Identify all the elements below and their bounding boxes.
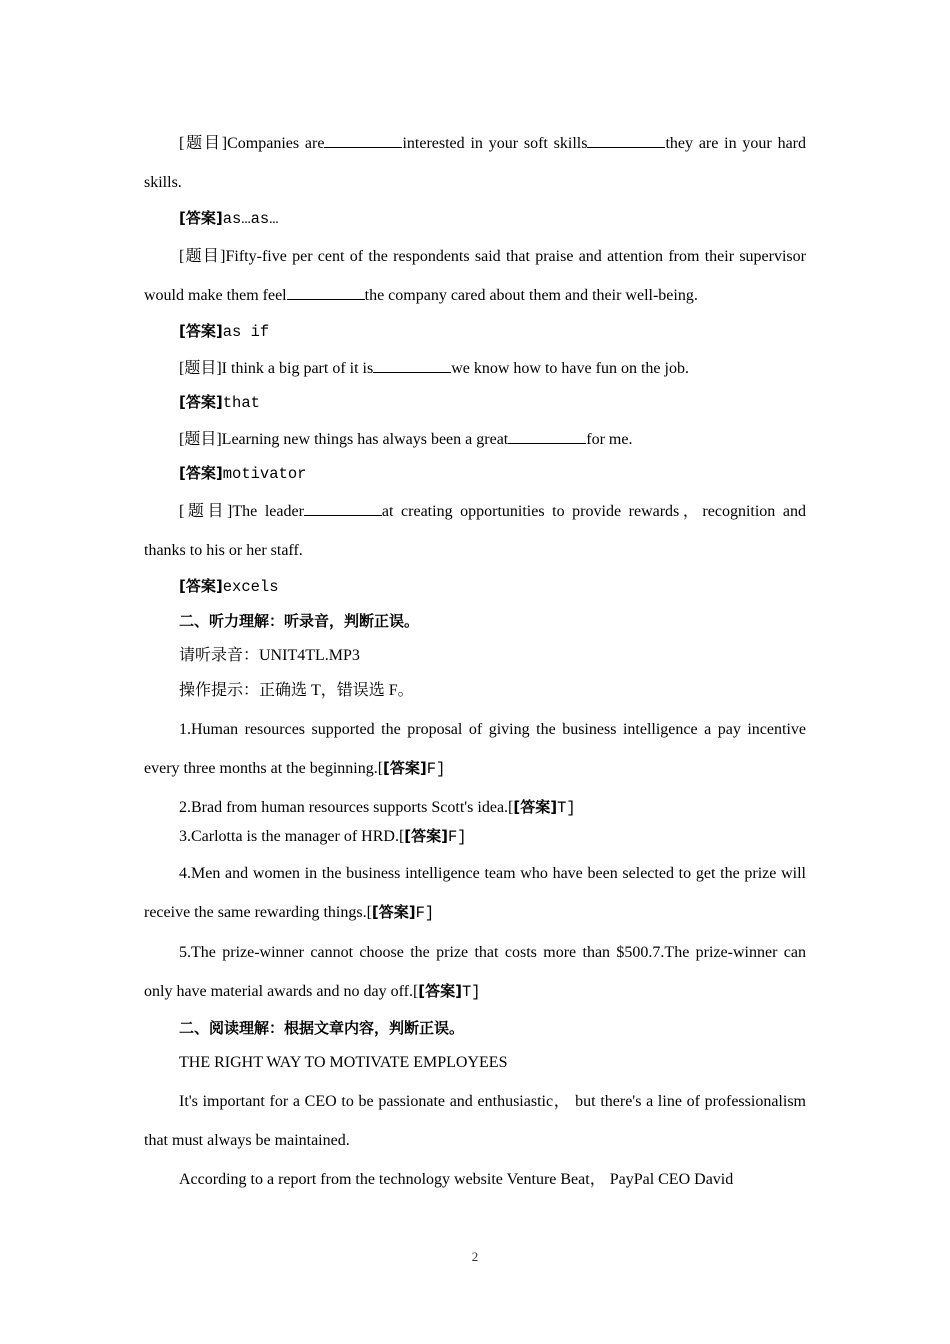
listening-item-1: 1.Human resources supported the proposal of giving the business intelligence a pay incentive every three months at the beginning.[[答案]F] <box>144 721 806 778</box>
question-1: [题目]Companies are interested in your soft skills they are in your hard skills. <box>144 135 806 191</box>
listening-item-4: 4.Men and women in the business intelligence team who have been selected to get the prize will receive the same rewarding things.[[答案]F] <box>144 865 806 922</box>
answer-2: [答案]as if <box>179 322 270 341</box>
answer-3: [答案]that <box>179 393 260 412</box>
answer-blank <box>508 429 586 444</box>
listening-item-3: 3.Carlotta is the manager of HRD.[[答案]F] <box>179 827 467 846</box>
article-paragraph-1: It's important for a CEO to be passionate and enthusiastic， but there's a line of professionalism that must always be maintained. <box>144 1093 806 1149</box>
reading-heading: 二、阅读理解：根据文章内容，判断正误。 <box>179 1019 465 1037</box>
answer-blank <box>373 358 451 373</box>
answer-blank <box>324 133 402 148</box>
listening-item-2: 2.Brad from human resources supports Scott's idea.[[答案]T] <box>179 798 576 817</box>
question-2: [题目]Fifty-five per cent of the respondents said that praise and attention from their supervisor would make them feel the company cared about them and their well-being. <box>144 248 806 304</box>
listening-heading: 二、听力理解：听录音，判断正误。 <box>179 612 420 630</box>
listening-item-5: 5.The prize-winner cannot choose the prize that costs more than $500.7.The prize-winner can only have material awards and no day off.[[答案]T] <box>144 944 806 1001</box>
answer-4: [答案]motivator <box>179 464 307 483</box>
document-body <box>144 124 806 1199</box>
question-4: [题目]Learning new things has always been a great for me. <box>179 431 633 448</box>
article-title: THE RIGHT WAY TO MOTIVATE EMPLOYEES <box>179 1054 508 1071</box>
answer-blank <box>287 285 365 300</box>
audio-file-label: 请听录音：UNIT4TL.MP3 <box>179 647 360 664</box>
page-number: 2 <box>471 1249 479 1264</box>
answer-blank <box>304 501 382 516</box>
answer-blank <box>587 133 665 148</box>
article-paragraph-2: According to a report from the technology website Venture Beat， PayPal CEO David <box>179 1171 734 1188</box>
question-5: [题目]The leader at creating opportunities to provide rewards，recognition and thanks to his or her staff. <box>144 503 806 559</box>
answer-5: [答案]excels <box>179 577 279 596</box>
answer-1: [答案]as…as… <box>179 209 279 228</box>
operation-tip: 操作提示：正确选 T，错误选 F。 <box>179 682 414 699</box>
question-3: [题目]I think a big part of it is we know how to have fun on the job. <box>179 360 689 377</box>
